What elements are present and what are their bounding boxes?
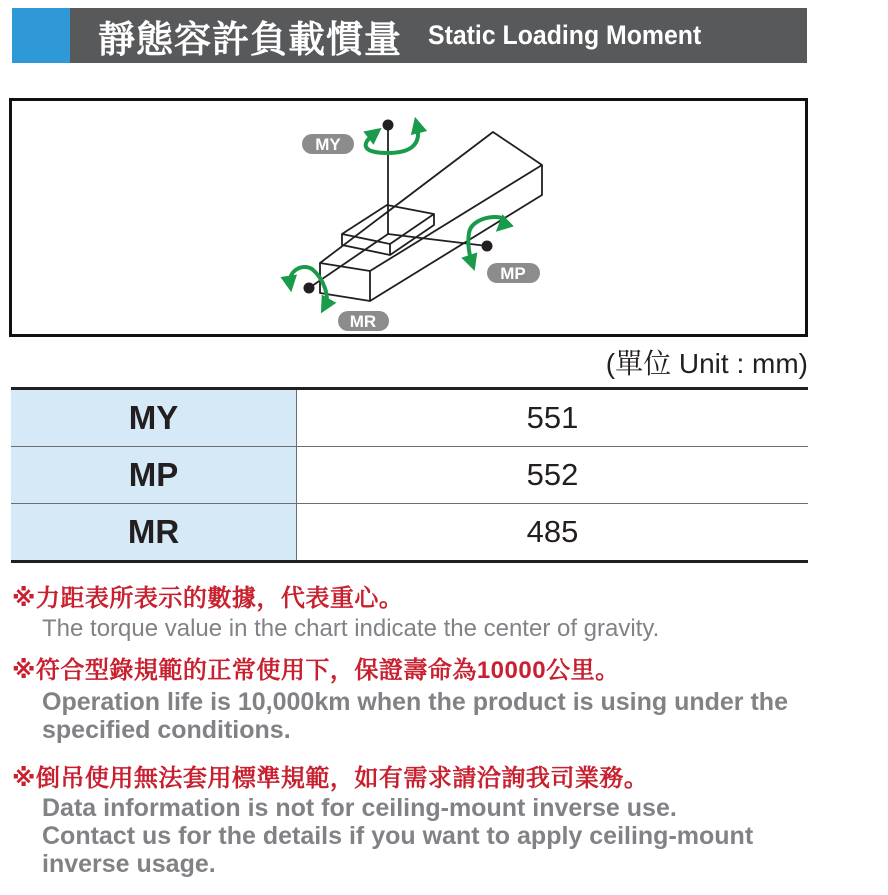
pitch-axis	[388, 234, 487, 246]
row-value: 551	[297, 389, 809, 447]
note-2-chinese: ※符合型錄規範的正常使用下，保證壽命為10000公里。	[12, 657, 620, 684]
row-label: MP	[11, 447, 297, 504]
my-label: MY	[315, 135, 341, 154]
moment-table	[11, 387, 808, 563]
note-2-english	[42, 688, 788, 744]
mr-label: MR	[349, 312, 377, 331]
row-label: MY	[11, 389, 297, 447]
note-3-english-line: inverse usage.	[42, 850, 216, 878]
note-1-english-line: The torque value in the chart indicate the center of gravity.	[42, 615, 660, 642]
mp-label: MP	[500, 264, 526, 283]
pitch-axis-dot	[482, 241, 493, 252]
row-label: MR	[11, 504, 297, 562]
my-rotation-arrow	[366, 125, 418, 153]
note-3-english-line: Contact us for the details if you want to apply ceiling-mount	[42, 822, 754, 850]
row-value: 485	[297, 504, 809, 562]
table-row	[11, 389, 808, 447]
note-3-chinese: ※倒吊使用無法套用標準規範，如有需求請洽詢我司業務。	[12, 765, 649, 792]
note-1-chinese: ※力距表所表示的數據，代表重心。	[12, 585, 404, 612]
table-row	[11, 447, 808, 504]
unit-note: (單位 Unit : mm)	[605, 348, 808, 379]
section-header	[12, 8, 807, 63]
section-title-chinese: 靜態容許負載慣量	[98, 18, 402, 60]
note-1-english	[42, 615, 659, 643]
row-value: 552	[297, 447, 809, 504]
rail-outline	[320, 132, 542, 271]
yaw-axis-dot	[383, 120, 394, 131]
note-3-english-line: Data information is not for ceiling-mount inverse use.	[42, 794, 677, 822]
table-row	[11, 504, 808, 562]
roll-axis-dot	[304, 283, 315, 294]
note-2-english-line: specified conditions.	[42, 716, 291, 744]
note-3-english	[42, 794, 753, 878]
moment-diagram	[9, 98, 808, 337]
rail-block-illustration	[12, 101, 805, 334]
mp-rotation-arrow	[468, 217, 504, 263]
header-accent-block	[12, 8, 70, 63]
note-2-english-line: Operation life is 10,000km when the product is using under the	[42, 688, 788, 716]
section-title-english: Static Loading Moment	[428, 20, 702, 50]
